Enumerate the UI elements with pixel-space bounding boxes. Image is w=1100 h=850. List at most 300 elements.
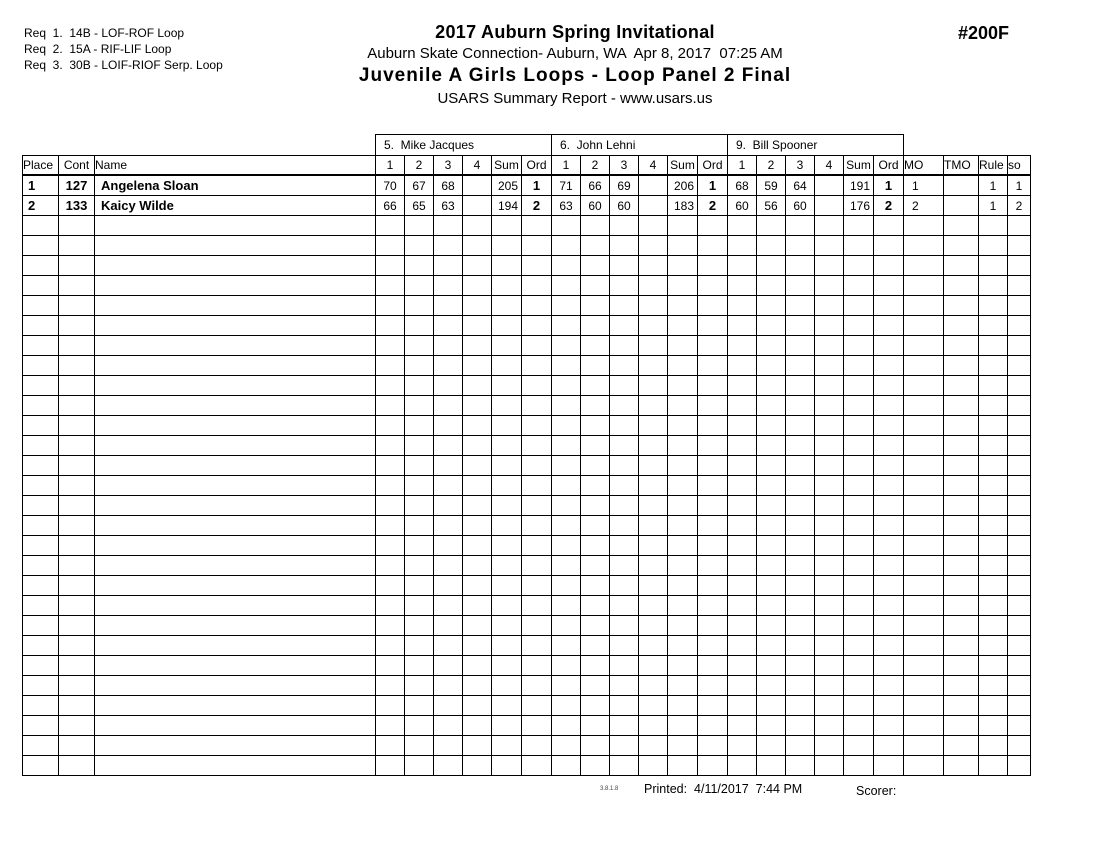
cell-j2-score-3 (610, 656, 639, 676)
cell-j1-score-2 (405, 536, 434, 556)
cell-rule (979, 216, 1008, 236)
empty-row (23, 396, 1031, 416)
cell-j2-sum (668, 716, 698, 736)
col-header-j3-ord: Ord (874, 156, 904, 176)
cell-j3-sum (844, 436, 874, 456)
cell-j3-score-2 (757, 596, 786, 616)
cell-cont (59, 316, 95, 336)
cell-j3-score-2 (757, 396, 786, 416)
cell-j1-ord (522, 696, 552, 716)
cell-j2-sum (668, 696, 698, 716)
cell-j3-score-3 (786, 216, 815, 236)
cell-j3-score-2: 56 (757, 196, 786, 216)
cell-j2-score-1 (552, 696, 581, 716)
cell-so (1008, 396, 1031, 416)
cell-j3-ord (874, 516, 904, 536)
cell-tmo (944, 336, 979, 356)
cell-j2-score-4 (639, 456, 668, 476)
cell-j1-ord (522, 456, 552, 476)
cell-j2-score-1 (552, 656, 581, 676)
cell-j2-score-2 (581, 536, 610, 556)
cell-tmo (944, 536, 979, 556)
empty-row (23, 316, 1031, 336)
cell-j3-score-1 (728, 436, 757, 456)
cell-j1-score-1 (376, 556, 405, 576)
cell-j3-score-2 (757, 696, 786, 716)
cell-cont (59, 376, 95, 396)
cell-j1-ord (522, 576, 552, 596)
cell-j2-ord (698, 536, 728, 556)
cell-j3-score-4 (815, 556, 844, 576)
cell-j2-score-4 (639, 396, 668, 416)
cell-place (23, 456, 59, 476)
cell-j1-sum (492, 516, 522, 536)
cell-mo (904, 316, 944, 336)
cell-j1-score-4 (463, 736, 492, 756)
cell-j1-ord (522, 676, 552, 696)
col-header-cont: Cont (59, 156, 95, 176)
cell-mo (904, 236, 944, 256)
cell-j1-sum (492, 616, 522, 636)
cell-j3-sum (844, 596, 874, 616)
cell-j2-sum (668, 736, 698, 756)
cell-j2-score-3 (610, 356, 639, 376)
cell-mo (904, 336, 944, 356)
cell-rule (979, 676, 1008, 696)
cell-place (23, 256, 59, 276)
cell-j3-sum (844, 716, 874, 736)
cell-name (95, 336, 376, 356)
cell-j2-score-1 (552, 716, 581, 736)
cell-j2-score-4 (639, 416, 668, 436)
cell-j2-score-3 (610, 316, 639, 336)
cell-j2-sum (668, 536, 698, 556)
empty-row (23, 616, 1031, 636)
cell-j3-score-2 (757, 656, 786, 676)
cell-j1-score-4 (463, 436, 492, 456)
cell-j3-score-2 (757, 296, 786, 316)
cell-j3-ord (874, 636, 904, 656)
cell-j3-score-1 (728, 616, 757, 636)
cell-j2-score-2 (581, 276, 610, 296)
cell-j2-score-2 (581, 256, 610, 276)
cell-j3-score-4 (815, 175, 844, 196)
cell-j1-ord (522, 516, 552, 536)
cell-mo (904, 216, 944, 236)
col-header-j2-4: 4 (639, 156, 668, 176)
cell-j3-score-2 (757, 756, 786, 776)
cell-j2-score-3 (610, 256, 639, 276)
cell-place (23, 416, 59, 436)
cell-j3-sum (844, 376, 874, 396)
cell-j1-sum (492, 276, 522, 296)
cell-j2-score-1 (552, 396, 581, 416)
cell-j2-ord: 2 (698, 196, 728, 216)
cell-rule: 1 (979, 175, 1008, 196)
cell-j1-score-1 (376, 336, 405, 356)
cell-j2-score-2 (581, 656, 610, 676)
cell-place (23, 396, 59, 416)
cell-rule (979, 436, 1008, 456)
cell-j3-score-4 (815, 656, 844, 676)
cell-rule (979, 476, 1008, 496)
cell-j2-score-1 (552, 736, 581, 756)
cell-mo (904, 376, 944, 396)
col-header-j2-2: 2 (581, 156, 610, 176)
cell-j2-ord (698, 716, 728, 736)
cell-place: 2 (23, 196, 59, 216)
cell-j1-sum (492, 756, 522, 776)
cell-j1-score-3 (434, 696, 463, 716)
cell-j3-score-3 (786, 736, 815, 756)
cell-j1-score-3 (434, 296, 463, 316)
cell-j3-score-3 (786, 616, 815, 636)
cell-j3-score-1 (728, 236, 757, 256)
cell-place (23, 736, 59, 756)
cell-j2-score-3 (610, 536, 639, 556)
cell-j2-score-4 (639, 756, 668, 776)
cell-j2-sum (668, 336, 698, 356)
cell-j1-ord (522, 276, 552, 296)
cell-j1-sum (492, 676, 522, 696)
col-header-rule: Rule (979, 156, 1008, 176)
cell-rule (979, 356, 1008, 376)
judge-name-2: 6. John Lehni (552, 135, 728, 156)
cell-j3-score-2 (757, 736, 786, 756)
cell-name (95, 676, 376, 696)
cell-j2-ord (698, 696, 728, 716)
empty-row (23, 456, 1031, 476)
cell-rule (979, 456, 1008, 476)
col-header-j3-sum: Sum (844, 156, 874, 176)
cell-j2-ord (698, 416, 728, 436)
cell-j1-sum: 194 (492, 196, 522, 216)
cell-j3-sum (844, 336, 874, 356)
cell-j3-score-4 (815, 436, 844, 456)
cell-j2-score-1 (552, 236, 581, 256)
cell-j2-score-2 (581, 516, 610, 536)
cell-j2-score-2 (581, 576, 610, 596)
cell-j3-score-3 (786, 476, 815, 496)
cell-j1-score-2 (405, 416, 434, 436)
cell-j1-ord (522, 616, 552, 636)
cell-j3-score-2 (757, 476, 786, 496)
cell-j3-score-1 (728, 576, 757, 596)
cell-j2-score-4 (639, 316, 668, 336)
cell-mo (904, 256, 944, 276)
cell-mo (904, 716, 944, 736)
cell-name (95, 656, 376, 676)
cell-j2-score-4 (639, 636, 668, 656)
cell-j2-score-1 (552, 476, 581, 496)
cell-place (23, 316, 59, 336)
cell-j1-score-2 (405, 596, 434, 616)
cell-j1-score-3 (434, 236, 463, 256)
cell-j2-score-2: 66 (581, 175, 610, 196)
col-header-j3-4: 4 (815, 156, 844, 176)
cell-mo (904, 476, 944, 496)
cell-j2-sum (668, 216, 698, 236)
cell-so (1008, 256, 1031, 276)
cell-j1-score-3 (434, 736, 463, 756)
cell-j3-score-3 (786, 716, 815, 736)
cell-j1-score-1 (376, 516, 405, 536)
cell-j3-score-3 (786, 656, 815, 676)
cell-j3-ord (874, 256, 904, 276)
cell-tmo (944, 236, 979, 256)
cell-j3-score-1 (728, 676, 757, 696)
cell-j3-score-1 (728, 256, 757, 276)
cell-cont (59, 216, 95, 236)
cell-j3-score-4 (815, 276, 844, 296)
cell-j1-score-1 (376, 296, 405, 316)
cell-so (1008, 276, 1031, 296)
cell-tmo (944, 676, 979, 696)
col-header-j1-1: 1 (376, 156, 405, 176)
col-header-j2-ord: Ord (698, 156, 728, 176)
cell-j1-sum (492, 476, 522, 496)
cell-j2-ord (698, 476, 728, 496)
cell-place (23, 276, 59, 296)
empty-row (23, 536, 1031, 556)
cell-j2-score-1 (552, 316, 581, 336)
cell-rule (979, 296, 1008, 316)
cell-name: Angelena Sloan (95, 175, 376, 196)
cell-j1-score-3 (434, 596, 463, 616)
cell-rule (979, 656, 1008, 676)
empty-row (23, 256, 1031, 276)
cell-so (1008, 436, 1031, 456)
cell-j3-ord (874, 696, 904, 716)
cell-name (95, 236, 376, 256)
cell-j2-ord (698, 216, 728, 236)
cell-rule (979, 336, 1008, 356)
cell-j2-score-3 (610, 636, 639, 656)
cell-so (1008, 736, 1031, 756)
cell-j1-ord (522, 476, 552, 496)
cell-tmo (944, 456, 979, 476)
cell-j1-score-4 (463, 596, 492, 616)
cell-j3-score-2 (757, 616, 786, 636)
cell-j2-score-4 (639, 196, 668, 216)
cell-j1-score-1: 66 (376, 196, 405, 216)
judge-name-3: 9. Bill Spooner (728, 135, 904, 156)
cell-tmo (944, 196, 979, 216)
cell-j3-ord (874, 736, 904, 756)
cell-j2-sum (668, 396, 698, 416)
cell-j3-sum (844, 516, 874, 536)
report-footer (0, 782, 1100, 802)
cell-j1-ord (522, 416, 552, 436)
cell-cont (59, 296, 95, 316)
cell-j3-score-3 (786, 696, 815, 716)
cell-j1-score-2 (405, 376, 434, 396)
cell-j1-score-2 (405, 316, 434, 336)
cell-j3-score-2 (757, 416, 786, 436)
cell-mo (904, 356, 944, 376)
competition-title: 2017 Auburn Spring Invitational (435, 22, 715, 42)
cell-j2-score-3: 69 (610, 175, 639, 196)
cell-j1-score-1: 70 (376, 175, 405, 196)
cell-j1-score-3 (434, 276, 463, 296)
cell-j3-score-3 (786, 256, 815, 276)
cell-j2-ord (698, 296, 728, 316)
cell-j3-ord (874, 576, 904, 596)
cell-rule (979, 556, 1008, 576)
requirement-line-1: Req 1. 14B - LOF-ROF Loop (24, 26, 185, 40)
cell-so (1008, 456, 1031, 476)
cell-j2-ord (698, 636, 728, 656)
cell-j3-score-3 (786, 516, 815, 536)
cell-j2-score-4 (639, 656, 668, 676)
cell-j2-score-4 (639, 736, 668, 756)
cell-so: 1 (1008, 175, 1031, 196)
cell-rule: 1 (979, 196, 1008, 216)
cell-so (1008, 216, 1031, 236)
cell-rule (979, 636, 1008, 656)
cell-j3-sum (844, 756, 874, 776)
cell-j1-sum (492, 296, 522, 316)
cell-mo (904, 456, 944, 476)
cell-cont (59, 676, 95, 696)
cell-j3-ord (874, 456, 904, 476)
cell-mo (904, 436, 944, 456)
cell-tmo (944, 316, 979, 336)
cell-j2-sum (668, 296, 698, 316)
report-type-line: USARS Summary Report - www.usars.us (437, 90, 713, 107)
cell-j1-sum: 205 (492, 175, 522, 196)
cell-j2-sum (668, 496, 698, 516)
cell-j2-score-2 (581, 376, 610, 396)
cell-j3-sum (844, 676, 874, 696)
cell-j3-sum (844, 696, 874, 716)
cell-j3-score-1 (728, 636, 757, 656)
cell-place (23, 656, 59, 676)
cell-j3-score-4 (815, 516, 844, 536)
cell-j1-score-1 (376, 636, 405, 656)
score-table (22, 134, 1031, 776)
requirement-line-3: Req 3. 30B - LOIF-RIOF Serp. Loop (24, 58, 223, 72)
cell-j3-score-4 (815, 536, 844, 556)
cell-j2-ord (698, 556, 728, 576)
scorer-label: Scorer: (856, 784, 897, 798)
cell-mo (904, 756, 944, 776)
cell-so (1008, 756, 1031, 776)
cell-j3-sum (844, 576, 874, 596)
cell-j3-score-2: 59 (757, 175, 786, 196)
cell-place (23, 216, 59, 236)
cell-j1-score-3 (434, 476, 463, 496)
cell-j3-score-3 (786, 436, 815, 456)
cell-j1-score-4 (463, 756, 492, 776)
cell-j2-score-3 (610, 556, 639, 576)
cell-name (95, 316, 376, 336)
cell-j3-score-1 (728, 476, 757, 496)
cell-j2-score-2 (581, 396, 610, 416)
cell-j2-ord (698, 256, 728, 276)
cell-rule (979, 276, 1008, 296)
cell-j1-ord (522, 496, 552, 516)
cell-j2-score-3 (610, 696, 639, 716)
cell-j2-score-2 (581, 716, 610, 736)
cell-j3-score-4 (815, 736, 844, 756)
cell-j1-score-2 (405, 456, 434, 476)
cell-j1-score-4 (463, 476, 492, 496)
cell-j3-score-1 (728, 716, 757, 736)
cell-j2-score-4 (639, 175, 668, 196)
cell-j2-score-4 (639, 436, 668, 456)
cell-j3-ord (874, 556, 904, 576)
cell-j2-score-2 (581, 596, 610, 616)
cell-rule (979, 236, 1008, 256)
empty-row (23, 336, 1031, 356)
col-header-so: so (1008, 156, 1031, 176)
cell-j1-score-1 (376, 656, 405, 676)
cell-mo (904, 616, 944, 636)
cell-j1-ord (522, 536, 552, 556)
cell-j2-score-4 (639, 236, 668, 256)
cell-name (95, 256, 376, 276)
cell-j3-score-4 (815, 316, 844, 336)
cell-j1-score-4 (463, 276, 492, 296)
cell-name (95, 596, 376, 616)
cell-j3-sum (844, 616, 874, 636)
cell-so (1008, 476, 1031, 496)
cell-j3-ord (874, 596, 904, 616)
cell-place (23, 596, 59, 616)
cell-j2-score-4 (639, 276, 668, 296)
cell-j3-score-1 (728, 536, 757, 556)
cell-j2-ord (698, 676, 728, 696)
cell-j2-score-1 (552, 336, 581, 356)
cell-j3-sum (844, 256, 874, 276)
cell-j2-score-3 (610, 756, 639, 776)
cell-j1-ord (522, 636, 552, 656)
empty-row (23, 576, 1031, 596)
cell-so (1008, 656, 1031, 676)
cell-j1-score-1 (376, 436, 405, 456)
cell-tmo (944, 175, 979, 196)
cell-j2-score-2 (581, 356, 610, 376)
cell-j3-score-4 (815, 196, 844, 216)
cell-j1-score-4 (463, 316, 492, 336)
cell-place (23, 716, 59, 736)
cell-j2-ord (698, 756, 728, 776)
cell-j2-score-1 (552, 496, 581, 516)
cell-j2-score-1 (552, 436, 581, 456)
cell-j2-score-4 (639, 696, 668, 716)
cell-j2-score-3 (610, 576, 639, 596)
cell-j2-ord (698, 396, 728, 416)
cell-j3-score-3: 64 (786, 175, 815, 196)
cell-j3-score-4 (815, 576, 844, 596)
cell-so (1008, 696, 1031, 716)
cell-cont (59, 236, 95, 256)
cell-j3-ord (874, 716, 904, 736)
cell-place (23, 336, 59, 356)
cell-cont (59, 696, 95, 716)
cell-so (1008, 316, 1031, 336)
cell-rule (979, 616, 1008, 636)
cell-j2-score-2 (581, 696, 610, 716)
cell-j3-score-1 (728, 336, 757, 356)
cell-cont (59, 256, 95, 276)
cell-j3-score-1 (728, 556, 757, 576)
cell-j2-score-2 (581, 556, 610, 576)
cell-j1-sum (492, 416, 522, 436)
cell-j3-sum (844, 656, 874, 676)
cell-mo: 1 (904, 175, 944, 196)
